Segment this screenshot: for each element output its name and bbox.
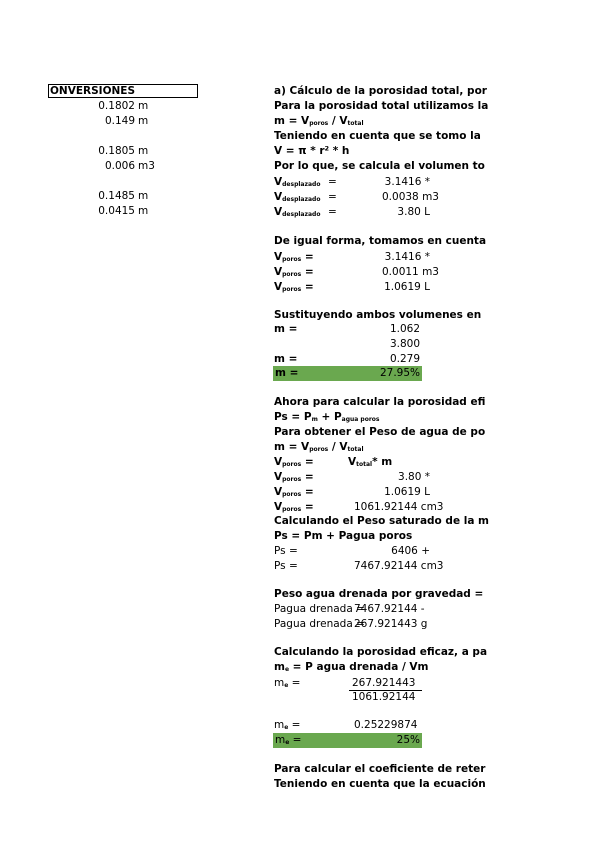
vporos-value-5: 3.80 * — [398, 471, 430, 483]
pagua-drenada-label-1: Pagua drenada = — [274, 603, 365, 615]
left-value-6: 0.0415 — [98, 205, 135, 217]
vdesplazado-eq-1: = — [328, 176, 337, 188]
text-de-igual-forma: De igual forma, tomamos en cuenta — [274, 235, 487, 247]
left-unit-4: m3 — [138, 160, 155, 172]
ps-value-2: 7467.92144 cm3 — [354, 560, 444, 572]
text-sustituyendo: Sustituyendo ambos volumenes en — [274, 309, 482, 321]
vporos-label-2: Vporos = — [274, 266, 314, 278]
vporos-value-6: 1.0619 L — [384, 486, 430, 498]
vdesplazado-eq-3: = — [328, 206, 337, 218]
text-teniendo-en-cuenta: Teniendo en cuenta que se tomo la — [274, 130, 481, 142]
m-label-1: m = — [274, 323, 298, 335]
formula-me: me = P agua drenada / Vm — [274, 661, 429, 673]
vporos-label-7: Vporos = — [274, 501, 314, 513]
formula-volume-cylinder: V = π * r² * h — [274, 145, 350, 157]
me-label-1: me = — [274, 677, 301, 689]
text-porosidad-eficaz: Calculando la porosidad eficaz, a pa — [274, 646, 488, 658]
text-ecuacion: Teniendo en cuenta que la ecuación — [274, 778, 486, 790]
vdesplazado-label-3: Vdesplazado — [274, 206, 321, 218]
formula-m-vporos-vtotal-2: m = Vporos / Vtotal — [274, 441, 364, 453]
vporos-value-2: 0.0011 m3 — [382, 266, 439, 278]
vdesplazado-value-2: 0.0038 m3 — [382, 191, 439, 203]
left-value-2: 0.149 — [104, 115, 135, 127]
me-numerator: 267.921443 — [352, 677, 416, 689]
ps-label-1: Ps = — [274, 545, 298, 557]
vporos-label-4: Vporos = — [274, 456, 314, 468]
conversiones-header: ONVERSIONES — [50, 85, 136, 97]
vporos-value-1: 3.1416 * — [384, 251, 430, 263]
left-unit-5: m — [138, 190, 149, 202]
left-unit-3: m — [138, 145, 149, 157]
text-ahora-porosidad-eficaz: Ahora para calcular la porosidad efi — [274, 396, 486, 408]
text-peso-saturado: Calculando el Peso saturado de la m — [274, 515, 489, 527]
left-value-3: 0.1805 — [98, 145, 135, 157]
text-peso-agua-drenada: Peso agua drenada por gravedad = — [274, 588, 484, 600]
vporos-label-3: Vporos = — [274, 281, 314, 293]
vdesplazado-eq-2: = — [328, 191, 337, 203]
text-coeficiente-retencion: Para calcular el coeficiente de reter — [274, 763, 486, 775]
m-result-percent: 27.95% — [379, 367, 420, 379]
left-value-4: 0.006 — [104, 160, 135, 172]
formula-m-vporos-vtotal: m = Vporos / Vtotal — [274, 115, 364, 127]
vporos-value-7: 1061.92144 cm3 — [354, 501, 444, 513]
left-value-5: 0.1485 — [98, 190, 135, 202]
m-label-2: m = — [274, 353, 298, 365]
vporos-label-6: Vporos = — [274, 486, 314, 498]
text-calcula-volumen: Por lo que, se calcula el volumen to — [274, 160, 485, 172]
vporos-label-1: Vporos = — [274, 251, 314, 263]
me-value-1: 0.25229874 — [354, 719, 418, 731]
vdesplazado-label-1: Vdesplazado — [274, 176, 321, 188]
m-value-3: 0.279 — [389, 353, 420, 365]
pagua-drenada-value-2: 267.921443 g — [354, 618, 428, 630]
formula-ps-pm-pagua: Ps = Pm + Pagua poros — [274, 530, 413, 542]
ps-value-1: 6406 + — [391, 545, 430, 557]
text-porosidad-total: Para la porosidad total utilizamos la — [274, 100, 489, 112]
vporos-label-5: Vporos = — [274, 471, 314, 483]
section-a-title: a) Cálculo de la porosidad total, por — [274, 85, 487, 97]
me-label-3: me = — [275, 734, 302, 746]
ps-label-2: Ps = — [274, 560, 298, 572]
vtotal-times-m: Vtotal* m — [348, 456, 393, 468]
vdesplazado-value-1: 3.1416 * — [384, 176, 430, 188]
vporos-value-3: 1.0619 L — [384, 281, 430, 293]
left-unit-6: m — [138, 205, 149, 217]
left-value-1: 0.1802 — [98, 100, 135, 112]
m-value-1: 1.062 — [389, 323, 420, 335]
me-result-percent: 25% — [396, 734, 420, 746]
text-para-obtener-peso: Para obtener el Peso de agua de po — [274, 426, 486, 438]
vdesplazado-value-3: 3.80 L — [397, 206, 430, 218]
m-label-3: m = — [275, 367, 299, 379]
formula-ps: Ps = Pm + Pagua poros — [274, 411, 380, 423]
me-denominator: 1061.92144 — [352, 691, 416, 703]
me-label-2: me = — [274, 719, 301, 731]
m-value-2: 3.800 — [389, 338, 420, 350]
left-unit-2: m — [138, 115, 149, 127]
left-unit-1: m — [138, 100, 149, 112]
pagua-drenada-value-1: 7467.92144 - — [354, 603, 425, 615]
vdesplazado-label-2: Vdesplazado — [274, 191, 321, 203]
pagua-drenada-label-2: Pagua drenada = — [274, 618, 365, 630]
